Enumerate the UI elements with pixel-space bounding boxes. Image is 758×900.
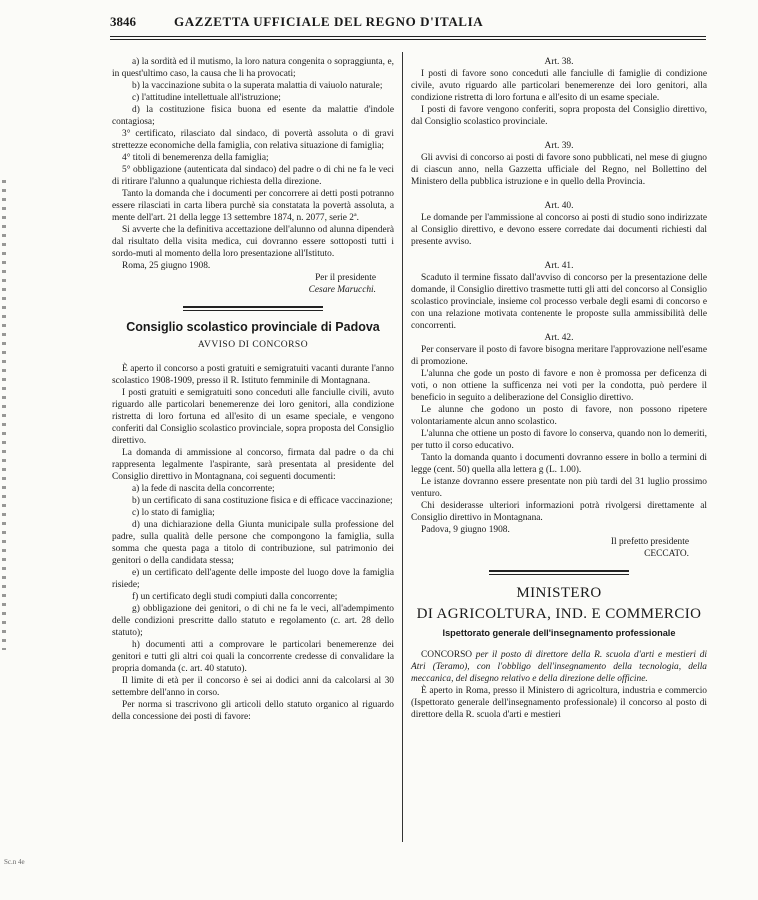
text-paragraph: Le istanze dovranno essere presentate non più tardi del 31 luglio prossimo venturo. bbox=[411, 477, 707, 499]
text-paragraph: Scaduto il termine fissato dall'avviso di concorso per la presentazione delle domande, il Consiglio direttivo trasmette tutti gli atti del concorso al Consiglio scolastico provinciale, insieme col processo verbale degli esami di concorso e con una relazione motivata contenente le proposte sulla ammissibilità delle concorrenti. bbox=[411, 273, 707, 331]
signature-role: Per il presidente bbox=[315, 273, 376, 283]
section-divider bbox=[183, 310, 323, 311]
text-paragraph: 3° certificato, rilasciato dal sindaco, di povertà assoluta o di gravi strettezze economiche della famiglia, con relativa situazione di famiglia; bbox=[112, 129, 394, 151]
signature-role: Il prefetto presidente bbox=[610, 537, 689, 547]
text-paragraph: c) l'attitudine intellettuale all'istruzione; bbox=[132, 93, 281, 103]
text-paragraph: Tanto la domanda che i documenti per concorrere ai detti posti potranno essere rilasciati in carta libera purchè sia constatata la povertà assoluta, a mente dell'art. 21 della legge 13 settembre 1874, n. 2077, serie 2ª. bbox=[112, 189, 394, 223]
section-divider bbox=[489, 570, 629, 572]
concorso-text: per il posto di direttore della R. scuola d'arti e mestieri di Atri (Teramo), con l'obbligo dell'insegnamento della tecnologia, della meccanica, del disegno relativo e della direzione delle officine. bbox=[411, 650, 707, 684]
text-paragraph: È aperto il concorso a posti gratuiti e semigratuiti vacanti durante l'anno scolastico 1908-1909, presso il R. Istituto femminile di Montagnana. bbox=[112, 364, 394, 386]
text-paragraph: Tanto la domanda quanto i documenti dovranno essere in bollo a termini di legge (cent. 50) quella alla lettera g (L. 1.00). bbox=[411, 453, 707, 475]
article-heading: Art. 40. bbox=[544, 201, 574, 211]
header-rule bbox=[110, 36, 706, 37]
text-paragraph: L'alunna che gode un posto di favore e non è promossa per deficenza di voti, o non ottiene la sufficenza nei voti per la condotta, può perdere il beneficio in seguito a deliberazione del Consiglio direttivo. bbox=[411, 369, 707, 403]
list-item: c) lo stato di famiglia; bbox=[132, 508, 215, 518]
column-divider bbox=[402, 52, 403, 842]
ministry-subtitle: DI AGRICOLTURA, IND. E COMMERCIO bbox=[416, 606, 702, 622]
header-rule-thin bbox=[110, 39, 706, 40]
department-title: Ispettorato generale dell'insegnamento professionale bbox=[442, 628, 676, 638]
date-line: Roma, 25 giugno 1908. bbox=[122, 261, 211, 271]
text-paragraph: I posti gratuiti e semigratuiti sono conceduti alle fanciulle civili, avuto riguardo alle particolari benemerenze dei loro genitori, alla condizione ristretta di loro fortuna ed all'esito di un esame speciale, e vengono conferiti dal Consiglio scolastico provinciale, sopra proposta del Consiglio direttivo. bbox=[112, 388, 394, 446]
section-subtitle: AVVISO DI CONCORSO bbox=[197, 340, 309, 350]
article-heading: Art. 41. bbox=[544, 261, 574, 271]
text-paragraph: Il limite di età per il concorso è sei ai dodici anni da calcolarsi al 30 settembre dell'anno in corso. bbox=[112, 676, 394, 698]
list-item: d) una dichiarazione della Giunta municipale sulla professione del padre, sulla qualità delle persone che compongono la famiglia, sulla somma che questa paga a titolo di contribuzione, sul patrimonio dei genitori o della candidata stessa; bbox=[112, 520, 394, 566]
date-line: Padova, 9 giugno 1908. bbox=[421, 525, 510, 535]
text-paragraph: È aperto in Roma, presso il Ministero di agricoltura, industria e commercio (Ispettorato generale dell'insegnamento professionale) il concorso al posto di direttore della R. scuola d'arti e mestieri bbox=[411, 686, 707, 720]
right-column bbox=[411, 56, 707, 721]
text-paragraph: Le alunne che godono un posto di favore, non possono ripetere volontariamente alcun anno scolastico. bbox=[411, 405, 707, 427]
list-item: f) un certificato degli studi compiuti dalla concorrente; bbox=[132, 592, 338, 602]
text-paragraph: Per conservare il posto di favore bisogna meritare l'approvazione nell'esame di promozione. bbox=[411, 345, 707, 367]
list-item: b) un certificato di sana costituzione fisica e di efficace vaccinazione; bbox=[132, 496, 393, 506]
list-item: e) un certificato dell'agente delle imposte del luogo dove la famiglia risiede; bbox=[112, 568, 394, 590]
article-heading: Art. 42. bbox=[544, 333, 574, 343]
signature-name: CECCATO. bbox=[644, 549, 689, 559]
list-item: h) documenti atti a comprovare le particolari benemerenze dei genitori e tutti gli altri coi quali la concorrente credesse di convalidare la propria domanda (c. art. 40 statuto). bbox=[112, 640, 394, 674]
list-item: a) la fede di nascita della concorrente; bbox=[132, 484, 275, 494]
text-paragraph: I posti di favore sono conceduti alle fanciulle di famiglie di condizione civile, avuto riguardo alle particolari benemerenze dei loro genitori, alla condizione ristretta di loro fortuna e all'esito di un esame speciale. bbox=[411, 69, 707, 103]
page-header bbox=[110, 14, 720, 34]
page-number: 3846 bbox=[110, 14, 136, 29]
text-paragraph: I posti di favore vengono conferiti, sopra proposta del Consiglio direttivo, dal Consiglio scolastico provinciale. bbox=[411, 105, 707, 127]
article-heading: Art. 39. bbox=[544, 141, 574, 151]
scan-edge-mark bbox=[2, 180, 6, 650]
text-paragraph: Si avverte che la definitiva accettazione dell'alunno od alunna dipenderà dal risultato della visita medica, cui dovranno essere sottoposti tutti i sordo-muti al momento della loro presentazione all'Istituto. bbox=[112, 225, 394, 259]
text-paragraph: 4° titoli di benemerenza della famiglia; bbox=[122, 153, 269, 163]
running-title: GAZZETTA UFFICIALE DEL REGNO D'ITALIA bbox=[174, 14, 484, 29]
left-column bbox=[112, 56, 394, 723]
text-paragraph: 5° obbligazione (autenticata dal sindaco) del padre o di chi ne fa le veci di ritirare l'alunno a qualunque richiesta della direzione. bbox=[112, 165, 394, 187]
scan-footer-mark: Sc.n 4e bbox=[4, 858, 25, 866]
text-paragraph: Gli avvisi di concorso ai posti di favore sono pubblicati, nel mese di giugno di ciascun anno, nella Gazzetta ufficiale del Regno, nel Bollettino del Ministero della pubblica istruzione e in quello della Provincia. bbox=[411, 153, 707, 187]
signature-name: Cesare Marucchi. bbox=[308, 285, 376, 295]
section-title: Consiglio scolastico provinciale di Padova bbox=[126, 320, 380, 334]
ministry-title: MINISTERO bbox=[516, 585, 602, 601]
text-paragraph: d) la costituzione fisica buona ed esente da malattie d'indole contagiosa; bbox=[112, 105, 394, 127]
text-paragraph: La domanda di ammissione al concorso, firmata dal padre o da chi rappresenta legalmente l'aspirante, sarà presentata al presidente del Consiglio direttivo in Montagnana, coi seguenti documenti: bbox=[112, 448, 394, 482]
text-paragraph: b) la vaccinazione subita o la superata malattia di vaiuolo naturale; bbox=[132, 81, 383, 91]
concorso-announcement bbox=[411, 649, 707, 685]
section-divider bbox=[489, 574, 629, 575]
text-paragraph: Per norma si trascrivono gli articoli dello statuto organico al riguardo della concessione dei posti di favore: bbox=[112, 700, 394, 722]
article-heading: Art. 38. bbox=[544, 57, 574, 67]
text-paragraph: Chi desiderasse ulteriori informazioni potrà rivolgersi direttamente al Consiglio direttivo in Montagnana. bbox=[411, 501, 707, 523]
text-paragraph: Le domande per l'ammissione al concorso ai posti di studio sono indirizzate al Consiglio direttivo, e devono essere corredate dai documenti richiesti dal presente avviso. bbox=[411, 213, 707, 247]
concorso-label: CONCORSO bbox=[421, 650, 473, 660]
text-paragraph: a) la sordità ed il mutismo, la loro natura congenita o sopraggiunta, e, in quest'ultimo caso, la causa che li ha provocati; bbox=[112, 57, 394, 79]
list-item: g) obbligazione dei genitori, o di chi ne fa le veci, all'adempimento delle condizioni prescritte dallo statuto e regolamento (c. art. 28 dello statuto); bbox=[112, 604, 394, 638]
section-divider bbox=[183, 306, 323, 308]
text-paragraph: L'alunna che ottiene un posto di favore lo conserva, quando non lo demeriti, per tutto il corso educativo. bbox=[411, 429, 707, 451]
